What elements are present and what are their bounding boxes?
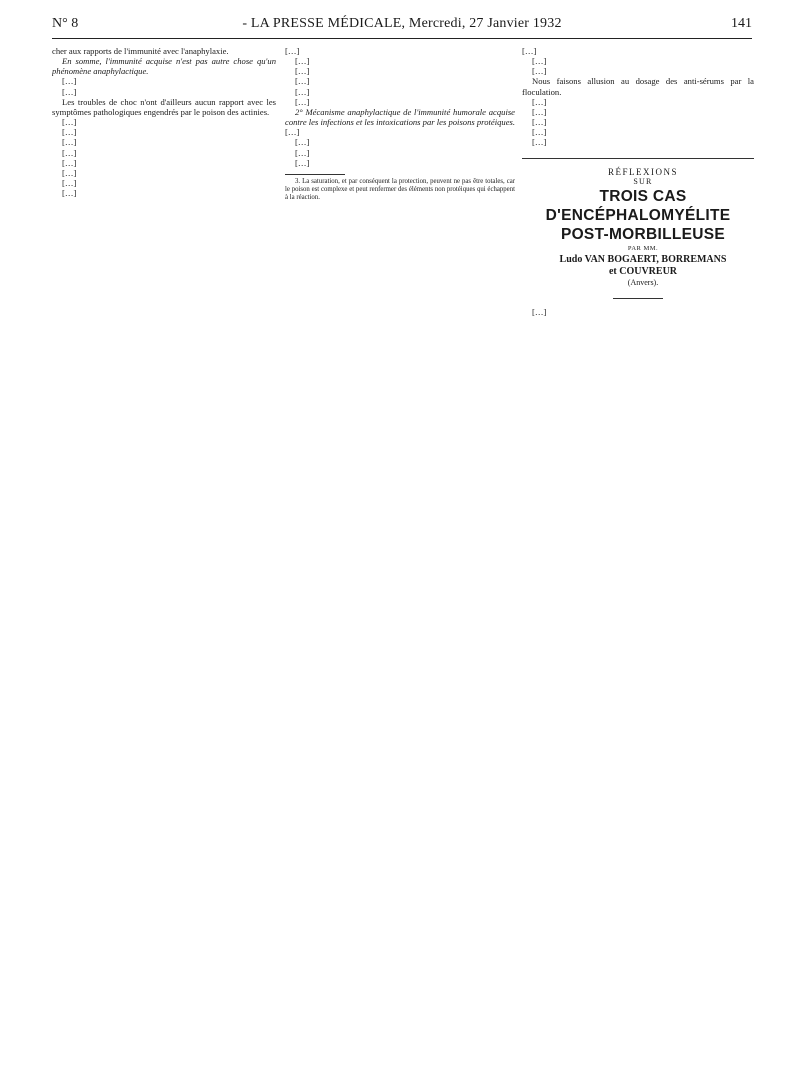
paragraph: En somme, l'immunité acquise n'est pas autre chose qu'un phénomène anaphylactique. bbox=[52, 56, 276, 77]
paragraph: […] bbox=[295, 137, 310, 148]
paragraph: Les troubles de choc n'ont d'ailleurs aucun rapport avec les symptômes pathologiques engendrés par le poison des actinies. bbox=[52, 96, 276, 117]
section-paragraph bbox=[285, 107, 515, 137]
article-sur: SUR bbox=[633, 176, 653, 186]
article-kicker: RÉFLEXIONS bbox=[607, 166, 678, 177]
page-header bbox=[52, 14, 752, 39]
paragraph: […] bbox=[62, 157, 77, 168]
article-divider bbox=[522, 158, 754, 159]
paragraph: […] bbox=[62, 188, 77, 199]
text-column-3 bbox=[522, 46, 754, 1076]
paragraph: […] bbox=[62, 178, 77, 189]
paragraph: […] bbox=[62, 127, 77, 138]
article-heading-divider bbox=[613, 298, 663, 299]
text-column-2 bbox=[285, 46, 515, 1076]
paragraph: […] bbox=[295, 66, 310, 77]
footnote: 3. La saturation, et par conséquent la protection, peuvent ne pas être totales, car le poison est complexe et peut renfermer des éléments non protéiques qui échappent à la réaction. bbox=[285, 177, 515, 201]
paragraph: […] bbox=[295, 96, 310, 107]
paragraph: […] bbox=[532, 117, 547, 128]
article-authors-line-2: et COUVREUR bbox=[608, 266, 678, 278]
issue-number: N° 8 bbox=[52, 16, 79, 31]
paragraph: […] bbox=[532, 96, 547, 107]
page-number: 141 bbox=[731, 16, 752, 31]
text-column-1 bbox=[52, 46, 276, 1076]
article-paragraph: […] bbox=[532, 307, 547, 318]
footnote-divider bbox=[285, 174, 345, 175]
paragraph: […] bbox=[532, 127, 547, 138]
paragraph: […] bbox=[295, 86, 310, 97]
paragraph: cher aux rapports de l'immunité avec l'anaphylaxie. bbox=[52, 46, 229, 56]
paragraph: […] bbox=[62, 147, 77, 158]
paragraph: […] bbox=[62, 167, 77, 178]
journal-title: - LA PRESSE MÉDICALE, Mercredi, 27 Janvier 1932 bbox=[242, 16, 562, 31]
article-authors-line-1: Ludo VAN BOGAERT, BORREMANS bbox=[559, 254, 727, 266]
section-heading: 2° Mécanisme anaphylactique de l'immunité humorale acquise contre les infections et les intoxications par les poisons protéiques. bbox=[285, 106, 515, 128]
paragraph: […] bbox=[295, 76, 310, 87]
paragraph: Nous faisons allusion au dosage des anti-sérums par la floculation. bbox=[522, 76, 754, 97]
paragraph: […] bbox=[62, 137, 77, 148]
section-body: […] bbox=[285, 127, 300, 138]
paragraph: […] bbox=[295, 147, 310, 158]
article-title-line-2: POST-MORBILLEUSE bbox=[560, 225, 726, 243]
paragraph: […] bbox=[62, 86, 77, 97]
paragraph: […] bbox=[62, 117, 77, 128]
article-byline-prefix: PAR MM. bbox=[627, 244, 659, 252]
paragraph: […] bbox=[532, 137, 547, 148]
article-affiliation: (Anvers). bbox=[627, 278, 659, 288]
paragraph: […] bbox=[62, 76, 77, 87]
paragraph: […] bbox=[522, 46, 537, 56]
paragraph: […] bbox=[295, 157, 310, 168]
paragraph: […] bbox=[532, 56, 547, 67]
paragraph: […] bbox=[285, 46, 300, 56]
article-heading bbox=[522, 167, 754, 289]
paragraph: […] bbox=[532, 106, 547, 117]
paragraph: […] bbox=[295, 56, 310, 67]
article-title-line-1: TROIS CAS D'ENCÉPHALOMYÉLITE bbox=[545, 187, 731, 224]
paragraph: […] bbox=[532, 66, 547, 77]
